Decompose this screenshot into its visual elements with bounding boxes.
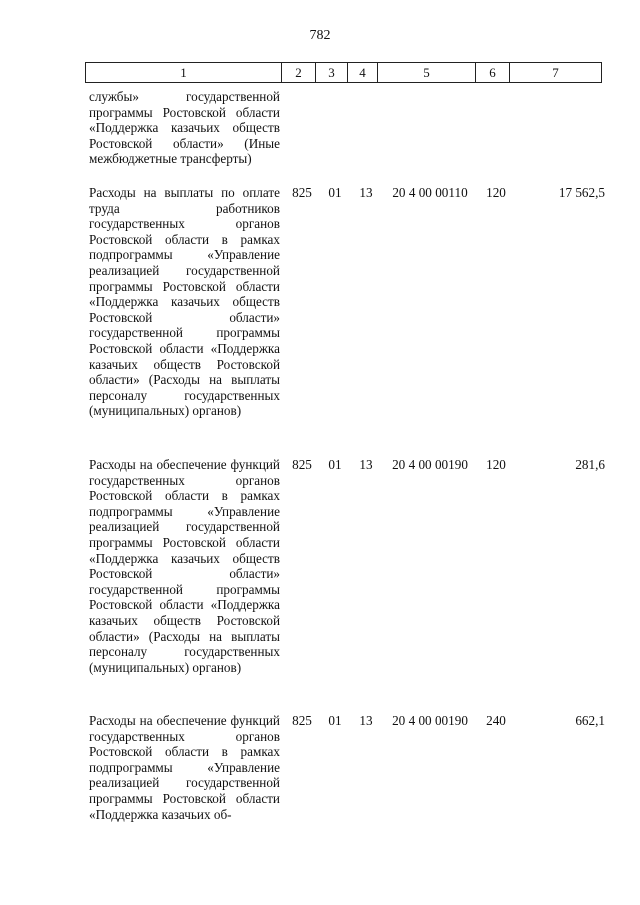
subsection-code: 13	[359, 713, 373, 728]
row-description: Расходы на выплаты по оплате труда работников государственных органов Ростовской области в рамках подпрограммы «Управление реализацией государственной программы Ростовской области «Поддержка казачьих обществ Ростовской области» государственной программы Ростовской области «Поддержка казачьих обществ Ростовской области» (Расходы на выплаты персоналу государственных (муниципальных) органов)	[89, 185, 280, 419]
row-description: Расходы на обеспечение функций государственных органов Ростовской области в рамках подпрограммы «Управление реализацией государственной программы Ростовской области «Поддержка казачьих обществ Ростовской области» государственной программы Ростовской области «Поддержка казачьих обществ Ростовской области» (Расходы на выплаты персоналу государственных (муниципальных) органов)	[89, 457, 280, 675]
column-header-1: 1	[86, 63, 282, 83]
amount: 281,6	[575, 457, 605, 472]
ministry-code: 825	[292, 185, 312, 200]
continued-description: службы» государственной программы Ростовской области «Поддержка казачьих обществ Ростовской области» (Иные межбюджетные трансферты)	[89, 89, 280, 167]
target-code: 20 4 00 00190	[392, 457, 468, 472]
row-description: Расходы на обеспечение функций государственных органов Ростовской области в рамках подпрограммы «Управление реализацией государственной программы Ростовской области «Поддержка казачьих об-	[89, 713, 280, 822]
page-number: 782	[309, 28, 331, 43]
column-header-3: 3	[316, 63, 348, 83]
amount: 17 562,5	[558, 185, 605, 200]
section-code: 01	[328, 457, 342, 472]
subsection-code: 13	[359, 457, 373, 472]
column-header-row	[85, 62, 602, 83]
column-header-5: 5	[378, 63, 476, 83]
column-header-4: 4	[348, 63, 378, 83]
column-header-6: 6	[476, 63, 510, 83]
target-code: 20 4 00 00190	[392, 713, 468, 728]
column-header-2: 2	[282, 63, 316, 83]
ministry-code: 825	[292, 713, 312, 728]
subsection-code: 13	[359, 185, 373, 200]
expense-type-code: 120	[486, 185, 506, 200]
column-header-7: 7	[510, 63, 602, 83]
ministry-code: 825	[292, 457, 312, 472]
section-code: 01	[328, 713, 342, 728]
amount: 662,1	[575, 713, 605, 728]
expense-type-code: 240	[486, 713, 506, 728]
section-code: 01	[328, 185, 342, 200]
expense-type-code: 120	[486, 457, 506, 472]
target-code: 20 4 00 00110	[392, 185, 468, 200]
